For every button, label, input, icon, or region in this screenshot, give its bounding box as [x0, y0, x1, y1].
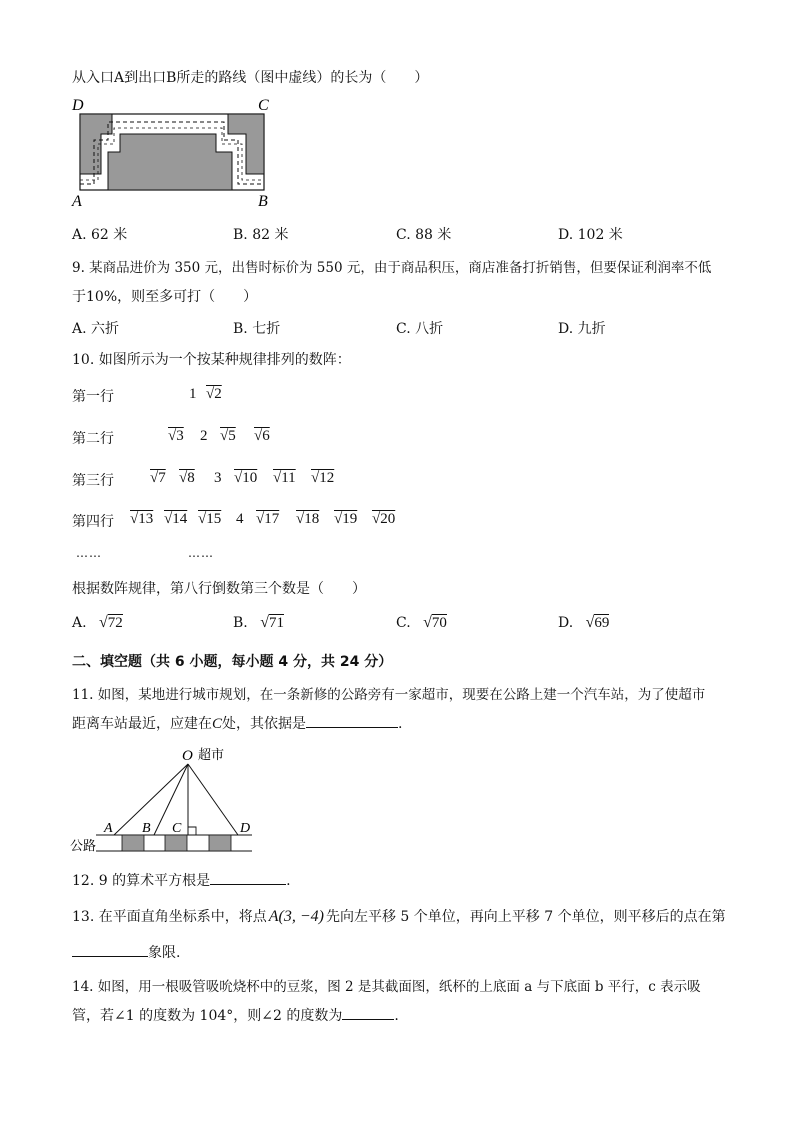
q10-row4-item: √14 — [164, 511, 188, 527]
q11-line1: 11. 如图，某地进行城市规划，在一条新修的公路旁有一家超市，现要在公路上建一个汽车站，为了使超市 — [72, 687, 706, 703]
answer-blank[interactable] — [210, 870, 286, 885]
q11-line2: 距离车站最近，应建在C处，其依据是 . — [72, 713, 402, 733]
radicand: 70 — [431, 615, 447, 631]
q11-label-a: A — [104, 821, 113, 836]
q10-option-a[interactable]: A. √72 — [72, 614, 123, 631]
q10-row3-item: √10 — [234, 470, 258, 486]
q10-row3-item: 3 — [214, 470, 222, 486]
q10-row3-item: √7 — [150, 470, 166, 486]
q10-row4-label: 第四行 — [72, 514, 114, 530]
q10-ellipsis-1: …… — [76, 546, 102, 560]
radicand: 71 — [268, 615, 284, 631]
q9-line1: 9. 某商品进价为 350 元，出售时标价为 550 元，由于商品积压，商店准备打折销售，但要保证利润率不低 — [72, 260, 712, 276]
q11-label-road: 公路 — [70, 839, 97, 854]
sqrt-symbol: √ — [260, 614, 269, 631]
q10-row3-label: 第三行 — [72, 473, 114, 489]
q10-row1-label: 第一行 — [72, 389, 114, 405]
q8-label-b: B — [258, 193, 268, 206]
q14-line1: 14. 如图，用一根吸管吸吮烧杯中的豆浆，图 2 是其截面图，纸杯的上底面 a 与下底面 b 平行，c 表示吸 — [72, 979, 701, 995]
q10-row2-item: √6 — [254, 428, 270, 444]
q10-option-d[interactable]: D. √69 — [558, 614, 610, 631]
q8-option-c[interactable]: C. 88 米 — [396, 227, 452, 243]
q10-option-b[interactable]: B. √71 — [233, 614, 284, 631]
q10-row4-item: √15 — [198, 511, 222, 527]
q10-question: 根据数阵规律，第八行倒数第三个数是（ ） — [72, 581, 366, 597]
q12-text: 12. 9 的算术平方根是 . — [72, 870, 291, 890]
q8-label-d: D — [72, 97, 84, 114]
q8-option-b[interactable]: B. 82 米 — [233, 227, 289, 243]
q13-line1: 13. 在平面直角坐标系中，将点 A(3, −4) 先向左平移 5 个单位，再向上平移 7 个单位，则平移后的点在第 — [72, 908, 726, 925]
q11-label-b: B — [142, 821, 151, 836]
q13-line2: 象限. — [72, 942, 180, 962]
q10-option-c[interactable]: C. √70 — [396, 614, 447, 631]
q10-row4-item: √20 — [372, 511, 396, 527]
q11-label-o: O — [182, 748, 193, 764]
q10-row4-item: √17 — [256, 511, 280, 527]
q11-label-c: C — [172, 821, 182, 836]
sqrt-symbol: √ — [423, 614, 432, 631]
q9-line2: 于10%，则至多可打（ ） — [72, 289, 258, 305]
q10-row2-item: 2 — [200, 428, 208, 444]
q10-row1-item: √2 — [206, 386, 222, 402]
radicand: 72 — [107, 615, 123, 631]
q10-row4-item: √19 — [334, 511, 358, 527]
q8-label-a: A — [72, 193, 82, 206]
q10-stem: 10. 如图所示为一个按某种规律排列的数阵： — [72, 352, 351, 368]
sqrt-symbol: √ — [585, 614, 595, 631]
q9-option-b[interactable]: B. 七折 — [233, 321, 281, 337]
q8-route-figure — [68, 96, 288, 206]
answer-blank[interactable] — [72, 942, 148, 957]
q10-row3-item: √8 — [179, 470, 195, 486]
q10-row1-item: 1 — [189, 386, 197, 402]
q9-option-d[interactable]: D. 九折 — [558, 321, 606, 337]
q10-row2-label: 第二行 — [72, 431, 114, 447]
radicand: 69 — [594, 615, 610, 631]
q8-option-d[interactable]: D. 102 米 — [558, 227, 623, 243]
q11-label-supermarket: 超市 — [198, 748, 225, 763]
q10-row3-item: √11 — [273, 470, 296, 486]
q8-option-a[interactable]: A. 62 米 — [72, 227, 128, 243]
answer-blank[interactable] — [342, 1005, 394, 1020]
q10-row4-item: √13 — [130, 511, 154, 527]
q10-row3-item: √12 — [311, 470, 335, 486]
q11-road-figure — [70, 740, 270, 860]
q9-option-c[interactable]: C. 八折 — [396, 321, 444, 337]
q10-row4-item: 4 — [236, 511, 244, 527]
q9-option-a[interactable]: A. 六折 — [72, 321, 120, 337]
section-heading: 二、填空题（共 6 小题，每小题 4 分，共 24 分） — [72, 654, 393, 670]
q8-label-c: C — [258, 97, 269, 114]
q8-stem: 从入口A到出口B所走的路线（图中虚线）的长为（ ） — [72, 70, 429, 86]
answer-blank[interactable] — [306, 713, 398, 728]
q10-row2-item: √3 — [168, 428, 184, 444]
point-a: A(3, −4) — [268, 908, 324, 925]
q10-row4-item: √18 — [296, 511, 320, 527]
q10-row2-item: √5 — [220, 428, 236, 444]
q10-ellipsis-2: …… — [188, 546, 214, 560]
q11-label-d: D — [240, 821, 251, 836]
q14-line2: 管，若∠1 的度数为 104°，则∠2 的度数为 . — [72, 1005, 399, 1025]
sqrt-symbol: √ — [99, 614, 108, 631]
